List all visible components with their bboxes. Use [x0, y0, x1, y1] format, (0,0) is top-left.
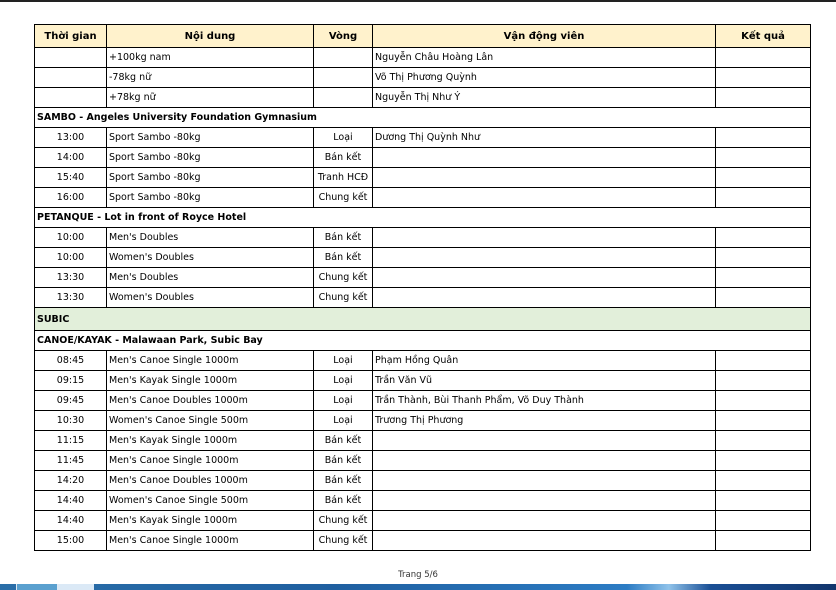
table-row	[35, 491, 811, 511]
schedule-table	[34, 24, 811, 551]
table-row	[35, 148, 811, 168]
cell-round: Chung kết	[314, 288, 373, 308]
table-row	[35, 511, 811, 531]
table-row	[35, 471, 811, 491]
table-header-row	[35, 25, 811, 48]
cell-time: 08:45	[35, 351, 107, 371]
cell-round: Chung kết	[314, 511, 373, 531]
cell-content: Sport Sambo -80kg	[107, 188, 314, 208]
cell-time: 13:00	[35, 128, 107, 148]
cell-time: 14:00	[35, 148, 107, 168]
cell-result	[716, 128, 811, 148]
table-row	[35, 288, 811, 308]
cell-round: Bán kết	[314, 491, 373, 511]
section-row	[35, 331, 811, 351]
cell-content: Sport Sambo -80kg	[107, 148, 314, 168]
section-label: PETANQUE - Lot in front of Royce Hotel	[35, 208, 811, 228]
region-row	[35, 308, 811, 331]
cell-result	[716, 431, 811, 451]
cell-athletes: Trần Văn Vũ	[373, 371, 716, 391]
cell-athletes	[373, 248, 716, 268]
cell-result	[716, 371, 811, 391]
cell-content: Men's Kayak Single 1000m	[107, 511, 314, 531]
cell-time	[35, 48, 107, 68]
cell-athletes	[373, 451, 716, 471]
cell-time: 15:40	[35, 168, 107, 188]
cell-time: 13:30	[35, 268, 107, 288]
cell-round: Loại	[314, 391, 373, 411]
cell-athletes	[373, 188, 716, 208]
cell-athletes	[373, 511, 716, 531]
cell-round	[314, 68, 373, 88]
cell-athletes	[373, 288, 716, 308]
cell-result	[716, 391, 811, 411]
cell-result	[716, 288, 811, 308]
table-row	[35, 268, 811, 288]
cell-content: Men's Kayak Single 1000m	[107, 371, 314, 391]
table-body	[35, 48, 811, 551]
cell-round: Bán kết	[314, 471, 373, 491]
page-top-border	[0, 0, 836, 2]
cell-result	[716, 511, 811, 531]
cell-athletes	[373, 268, 716, 288]
cell-result	[716, 68, 811, 88]
cell-result	[716, 248, 811, 268]
cell-content: +100kg nam	[107, 48, 314, 68]
cell-round: Chung kết	[314, 188, 373, 208]
cell-time: 16:00	[35, 188, 107, 208]
cell-result	[716, 491, 811, 511]
cell-round: Bán kết	[314, 451, 373, 471]
cell-time: 10:00	[35, 228, 107, 248]
table-row	[35, 128, 811, 148]
table-row	[35, 68, 811, 88]
cell-result	[716, 268, 811, 288]
cell-content: Sport Sambo -80kg	[107, 168, 314, 188]
cell-time: 10:30	[35, 411, 107, 431]
table-row	[35, 248, 811, 268]
cell-content: Men's Canoe Single 1000m	[107, 351, 314, 371]
cell-content: Women's Canoe Single 500m	[107, 491, 314, 511]
cell-time: 09:15	[35, 371, 107, 391]
cell-time: 13:30	[35, 288, 107, 308]
cell-content: Women's Doubles	[107, 288, 314, 308]
cell-athletes: Nguyễn Châu Hoàng Lân	[373, 48, 716, 68]
section-label: CANOE/KAYAK - Malawaan Park, Subic Bay	[35, 331, 811, 351]
cell-athletes	[373, 148, 716, 168]
cell-content: Sport Sambo -80kg	[107, 128, 314, 148]
cell-result	[716, 471, 811, 491]
cell-result	[716, 148, 811, 168]
cell-athletes	[373, 471, 716, 491]
cell-round: Loại	[314, 411, 373, 431]
section-row	[35, 208, 811, 228]
table-row	[35, 371, 811, 391]
cell-athletes	[373, 491, 716, 511]
cell-athletes	[373, 228, 716, 248]
cell-athletes: Trần Thành, Bùi Thanh Phẩm, Võ Duy Thành	[373, 391, 716, 411]
cell-athletes: Phạm Hồng Quân	[373, 351, 716, 371]
cell-result	[716, 351, 811, 371]
cell-round: Bán kết	[314, 248, 373, 268]
cell-result	[716, 531, 811, 551]
cell-content: Men's Canoe Doubles 1000m	[107, 471, 314, 491]
table-row	[35, 88, 811, 108]
cell-athletes: Dương Thị Quỳnh Như	[373, 128, 716, 148]
cell-content: Men's Doubles	[107, 268, 314, 288]
header-content: Nội dung	[107, 25, 314, 48]
header-athletes: Vận động viên	[373, 25, 716, 48]
cell-time: 14:40	[35, 491, 107, 511]
cell-result	[716, 188, 811, 208]
cell-result	[716, 168, 811, 188]
section-row	[35, 108, 811, 128]
cell-content: Men's Doubles	[107, 228, 314, 248]
table-row	[35, 228, 811, 248]
cell-result	[716, 228, 811, 248]
cell-athletes: Trương Thị Phương	[373, 411, 716, 431]
table-row	[35, 48, 811, 68]
region-label: SUBIC	[35, 308, 811, 331]
cell-round: Bán kết	[314, 431, 373, 451]
cell-result	[716, 451, 811, 471]
cell-content: Men's Canoe Single 1000m	[107, 451, 314, 471]
table-row	[35, 351, 811, 371]
header-time: Thời gian	[35, 25, 107, 48]
table-row	[35, 431, 811, 451]
cell-content: Men's Canoe Doubles 1000m	[107, 391, 314, 411]
cell-content: Men's Kayak Single 1000m	[107, 431, 314, 451]
table-row	[35, 391, 811, 411]
cell-athletes: Nguyễn Thị Như Ý	[373, 88, 716, 108]
cell-round: Loại	[314, 371, 373, 391]
cell-athletes	[373, 168, 716, 188]
cell-round: Loại	[314, 128, 373, 148]
cell-result	[716, 88, 811, 108]
table-row	[35, 188, 811, 208]
section-label: SAMBO - Angeles University Foundation Gymnasium	[35, 108, 811, 128]
cell-round: Bán kết	[314, 228, 373, 248]
cell-round	[314, 48, 373, 68]
cell-time: 15:00	[35, 531, 107, 551]
cell-round	[314, 88, 373, 108]
cell-round: Bán kết	[314, 148, 373, 168]
cell-time: 14:40	[35, 511, 107, 531]
header-round: Vòng	[314, 25, 373, 48]
cell-athletes	[373, 431, 716, 451]
cell-round: Chung kết	[314, 531, 373, 551]
cell-round: Loại	[314, 351, 373, 371]
cell-athletes	[373, 531, 716, 551]
cell-time	[35, 88, 107, 108]
header-result: Kết quả	[716, 25, 811, 48]
cell-time: 10:00	[35, 248, 107, 268]
table-row	[35, 168, 811, 188]
cell-time	[35, 68, 107, 88]
cell-content: +78kg nữ	[107, 88, 314, 108]
cell-time: 11:15	[35, 431, 107, 451]
cell-round: Chung kết	[314, 268, 373, 288]
cell-content: Women's Doubles	[107, 248, 314, 268]
table-row	[35, 531, 811, 551]
cell-content: Women's Canoe Single 500m	[107, 411, 314, 431]
cell-time: 09:45	[35, 391, 107, 411]
cell-content: -78kg nữ	[107, 68, 314, 88]
taskbar-button[interactable]	[57, 584, 94, 590]
table-row	[35, 411, 811, 431]
table-row	[35, 451, 811, 471]
taskbar	[0, 584, 836, 590]
page-number: Trang 5/6	[398, 570, 438, 580]
taskbar-button[interactable]	[16, 584, 58, 590]
cell-athletes: Võ Thị Phương Quỳnh	[373, 68, 716, 88]
cell-content: Men's Canoe Single 1000m	[107, 531, 314, 551]
cell-time: 11:45	[35, 451, 107, 471]
cell-result	[716, 48, 811, 68]
cell-round: Tranh HCĐ	[314, 168, 373, 188]
cell-result	[716, 411, 811, 431]
cell-time: 14:20	[35, 471, 107, 491]
